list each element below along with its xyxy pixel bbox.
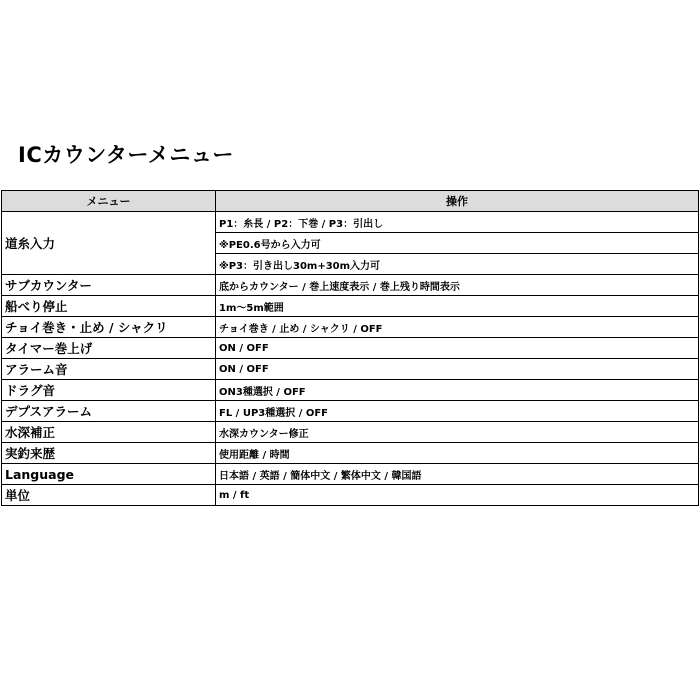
operation-cell: P1：糸長 / P2：下巻 / P3：引出し bbox=[216, 212, 699, 233]
table-row bbox=[2, 422, 699, 443]
menu-cell-gunwale-stop: 船べり停止 bbox=[2, 296, 216, 317]
operation-cell: m / ft bbox=[216, 485, 699, 506]
menu-table bbox=[1, 190, 699, 506]
table-row bbox=[2, 338, 699, 359]
table-row bbox=[2, 212, 699, 233]
operation-cell: 使用距離 / 時間 bbox=[216, 443, 699, 464]
operation-cell: 水深カウンター修正 bbox=[216, 422, 699, 443]
menu-cell-line-input: 道糸入力 bbox=[2, 212, 216, 275]
table-row bbox=[2, 485, 699, 506]
operation-cell: ON3種選択 / OFF bbox=[216, 380, 699, 401]
table-row bbox=[2, 380, 699, 401]
operation-cell: 日本語 / 英語 / 簡体中文 / 繁体中文 / 韓国語 bbox=[216, 464, 699, 485]
operation-cell: ON / OFF bbox=[216, 359, 699, 380]
menu-cell-depth-correction: 水深補正 bbox=[2, 422, 216, 443]
menu-cell-fishing-history: 実釣来歴 bbox=[2, 443, 216, 464]
operation-cell: ON / OFF bbox=[216, 338, 699, 359]
operation-cell: 底からカウンター / 巻上速度表示 / 巻上残り時間表示 bbox=[216, 275, 699, 296]
operation-cell: ※PE0.6号から入力可 bbox=[216, 233, 699, 254]
table-row bbox=[2, 296, 699, 317]
menu-cell-depth-alarm: デプスアラーム bbox=[2, 401, 216, 422]
operation-cell: 1m〜5m範囲 bbox=[216, 296, 699, 317]
operation-cell: ※P3：引き出し30m+30m入力可 bbox=[216, 254, 699, 275]
page-title: ICカウンターメニュー bbox=[18, 143, 234, 167]
operation-cell: チョイ巻き / 止め / シャクリ / OFF bbox=[216, 317, 699, 338]
menu-cell-drag-sound: ドラグ音 bbox=[2, 380, 216, 401]
table-row bbox=[2, 443, 699, 464]
menu-cell-choi-maki: チョイ巻き・止め / シャクリ bbox=[2, 317, 216, 338]
menu-cell-language: Language bbox=[2, 464, 216, 485]
menu-column-header: メニュー bbox=[2, 191, 216, 212]
menu-cell-sub-counter: サブカウンター bbox=[2, 275, 216, 296]
table-row bbox=[2, 464, 699, 485]
menu-cell-alarm-sound: アラーム音 bbox=[2, 359, 216, 380]
operation-column-header: 操作 bbox=[216, 191, 699, 212]
table-row bbox=[2, 317, 699, 338]
table-row bbox=[2, 359, 699, 380]
menu-cell-timer-winding: タイマー巻上げ bbox=[2, 338, 216, 359]
table-row bbox=[2, 401, 699, 422]
menu-cell-unit: 単位 bbox=[2, 485, 216, 506]
table-header-row bbox=[2, 191, 699, 212]
table-row bbox=[2, 275, 699, 296]
operation-cell: FL / UP3種選択 / OFF bbox=[216, 401, 699, 422]
